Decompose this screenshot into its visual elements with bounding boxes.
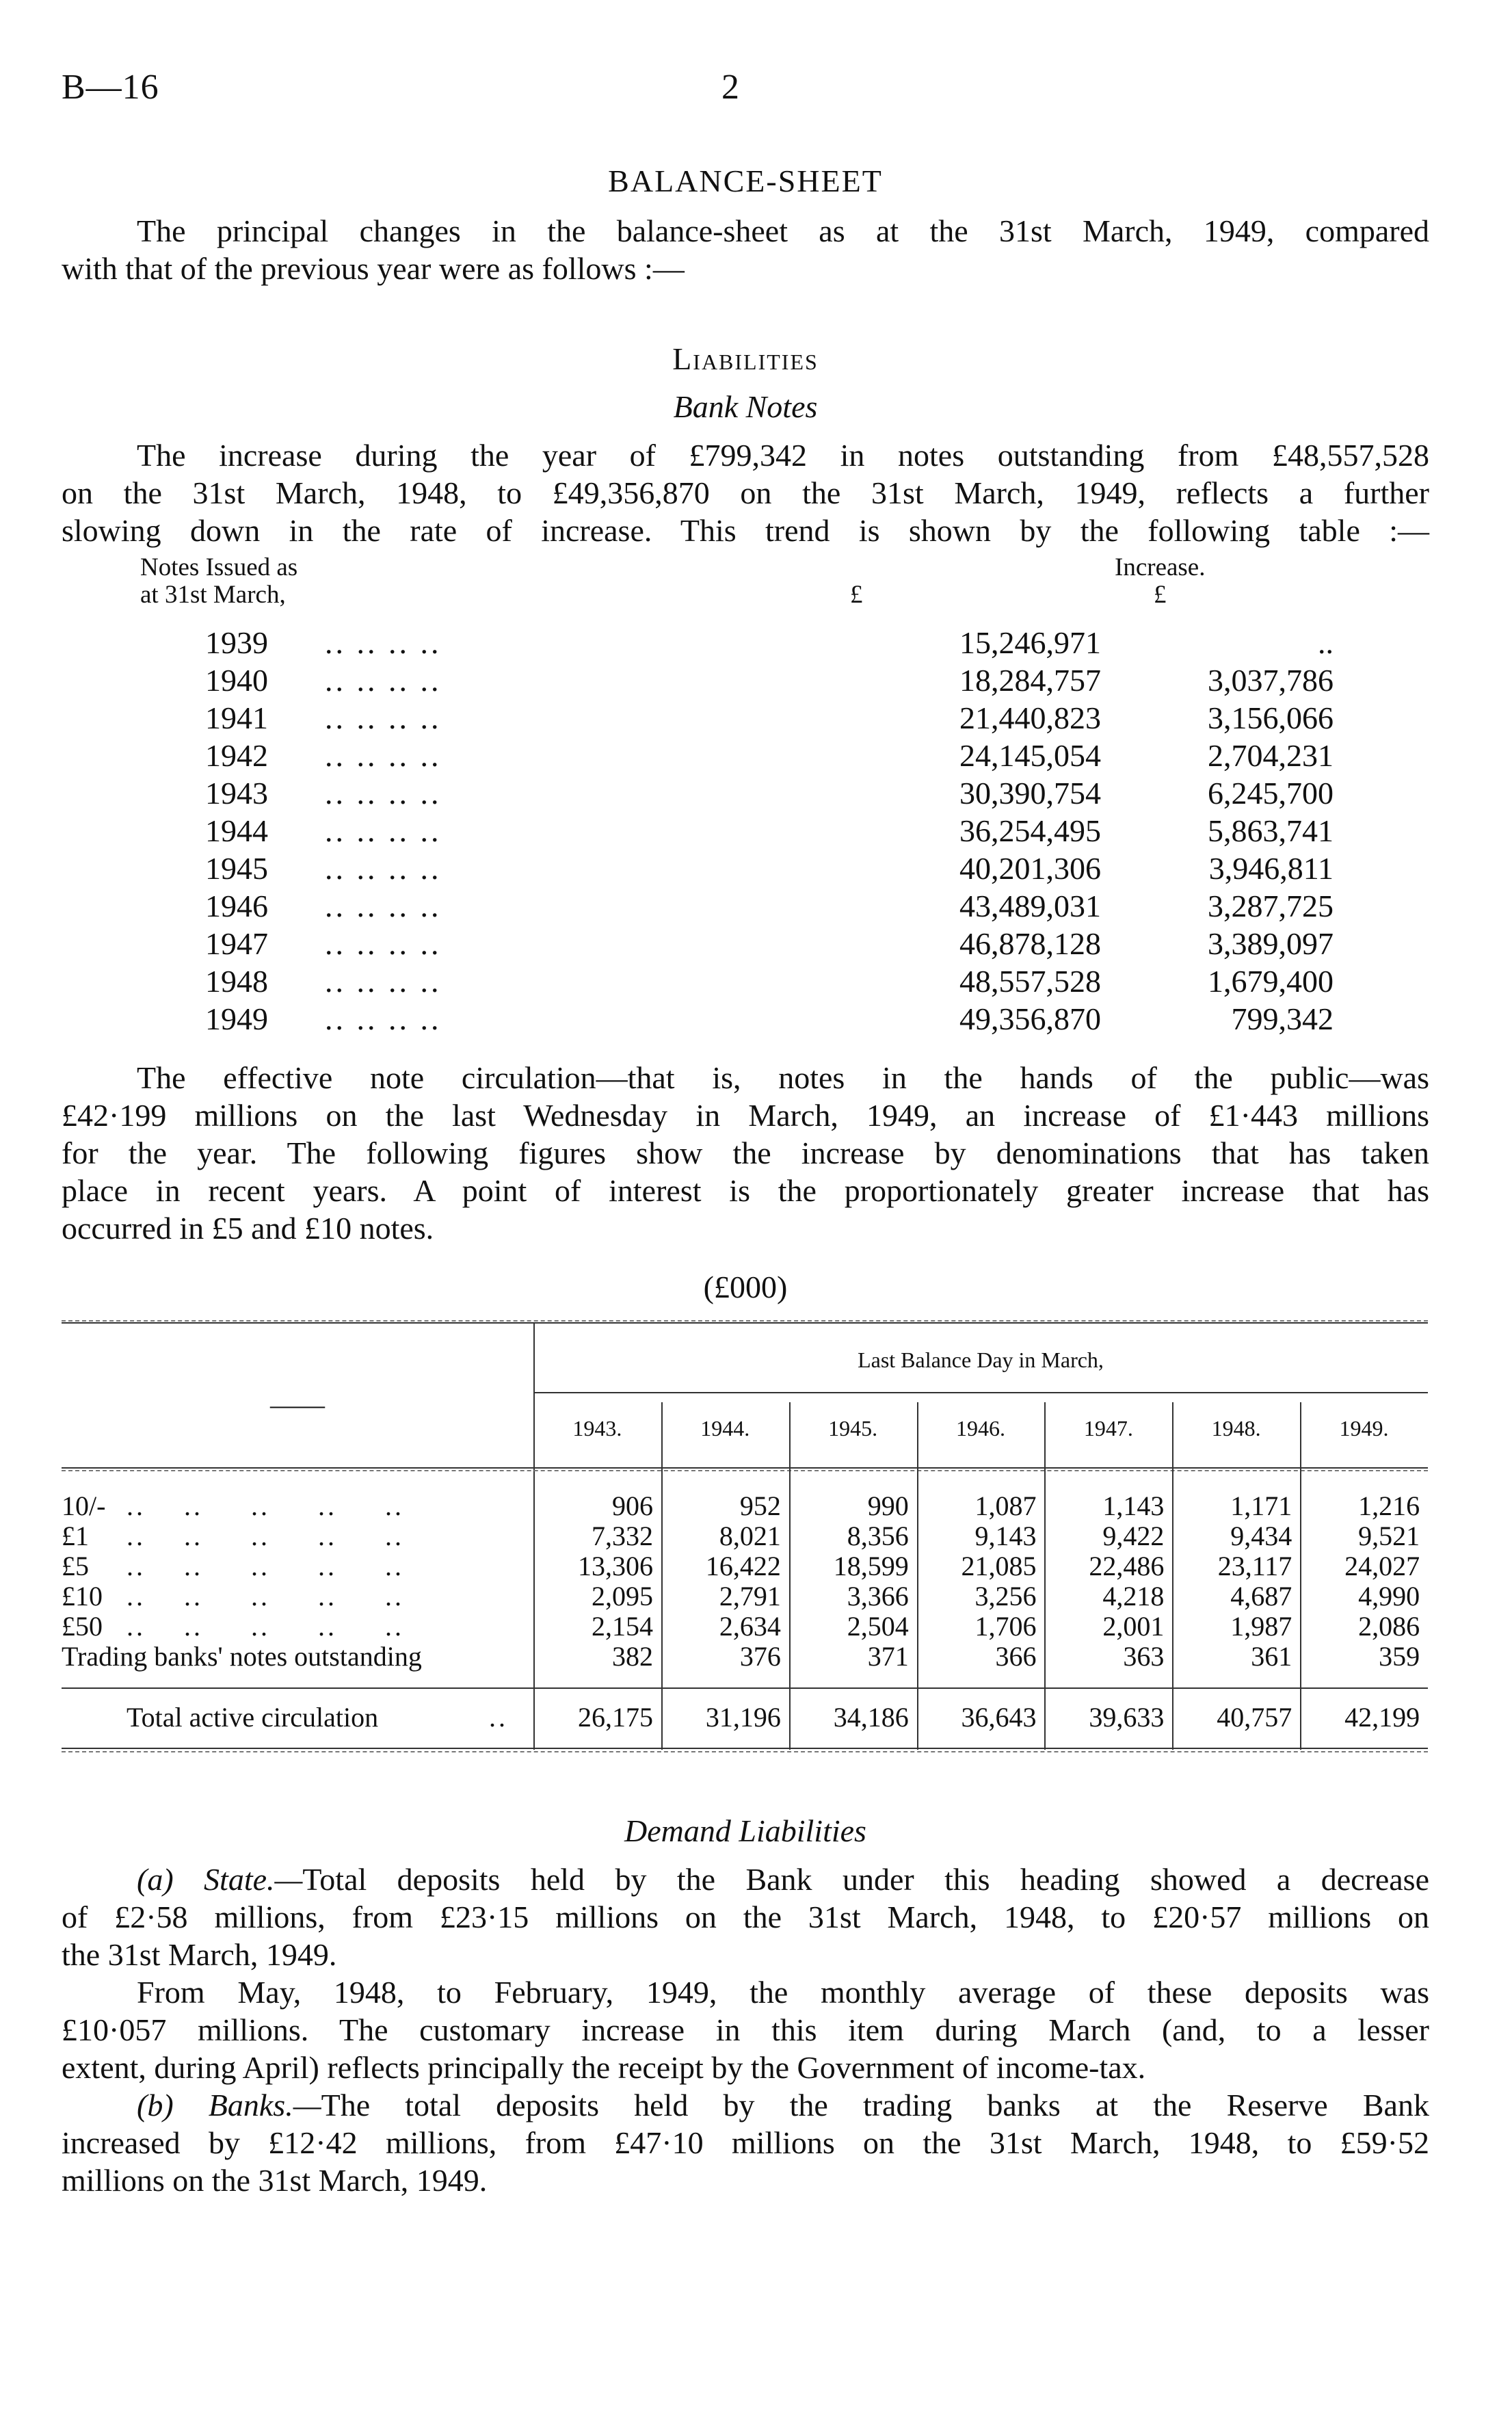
table-rule bbox=[533, 1392, 1428, 1393]
notes-table-row bbox=[205, 813, 1334, 850]
value-cell: 2,504 bbox=[847, 1611, 909, 1642]
value-cell: 8,021 bbox=[719, 1521, 781, 1551]
monthly-paragraph bbox=[62, 1973, 1429, 2086]
value-cell: 9,422 bbox=[1102, 1521, 1165, 1551]
leader-dots: .. .. .. .. bbox=[325, 851, 442, 886]
value-cell: 366 bbox=[995, 1641, 1037, 1672]
table-rule bbox=[62, 1467, 1428, 1469]
year-col-header: 1945. bbox=[828, 1416, 878, 1441]
value-cell: 21,085 bbox=[961, 1551, 1037, 1581]
denomination-row bbox=[62, 1550, 1428, 1580]
amount-cell: 21,440,823 bbox=[959, 700, 1101, 735]
text-line: increased by £12·42 millions, from £47·10 millions on the 31st March, 1948, to £59·52 bbox=[62, 2125, 1429, 2160]
leader-dots: .. .. .. .. .. bbox=[127, 1551, 404, 1581]
leader-dots: .. .. .. .. bbox=[325, 926, 442, 961]
total-value-cell: 34,186 bbox=[833, 1702, 909, 1733]
total-row bbox=[62, 1701, 1428, 1731]
denomination-row bbox=[62, 1610, 1428, 1640]
denomination-row bbox=[62, 1580, 1428, 1610]
amount-cell: 30,390,754 bbox=[959, 776, 1101, 811]
amount-col-header: £ bbox=[850, 581, 863, 609]
leader-dots: .. .. .. .. bbox=[325, 813, 442, 848]
year-cell: 1940 bbox=[205, 663, 268, 698]
value-cell: 24,027 bbox=[1344, 1551, 1420, 1581]
notes-table-row bbox=[205, 662, 1334, 700]
demand-liabilities-heading: Demand Liabilities bbox=[624, 1813, 866, 1848]
banks-lead: (b) Banks.— bbox=[137, 2088, 321, 2123]
text-line: the 31st March, 1949. bbox=[62, 1937, 337, 1972]
value-cell: 7,332 bbox=[592, 1521, 653, 1551]
row-label: £10 bbox=[62, 1581, 103, 1612]
text-line: (a) State.—Total deposits held by the Bank under this heading showed a decrease bbox=[137, 1862, 1429, 1897]
amount-cell: 49,356,870 bbox=[959, 1001, 1101, 1036]
table-unit: (£000) bbox=[703, 1270, 788, 1304]
total-value-cell: 26,175 bbox=[578, 1702, 653, 1733]
state-lead: (a) State.— bbox=[137, 1862, 303, 1897]
value-cell: 8,356 bbox=[847, 1521, 909, 1551]
text-line: slowing down in the rate of increase. This trend is shown by the following table :— bbox=[62, 513, 1429, 548]
leader-dots: .. .. .. .. bbox=[325, 663, 442, 698]
total-label: Total active circulation bbox=[127, 1702, 379, 1733]
value-cell: 1,216 bbox=[1358, 1490, 1420, 1521]
value-cell: 9,434 bbox=[1230, 1521, 1292, 1551]
leader-dots: .. .. .. .. .. bbox=[127, 1521, 404, 1551]
table-rule bbox=[62, 1470, 1428, 1471]
text-line: for the year. The following figures show the increase by denominations that has taken bbox=[62, 1135, 1429, 1170]
document-code: B—16 bbox=[62, 68, 159, 107]
notes-table-row bbox=[205, 625, 1334, 662]
stub-header: —— bbox=[270, 1389, 325, 1420]
year-cell: 1942 bbox=[205, 738, 268, 773]
value-cell: 1,987 bbox=[1230, 1611, 1292, 1642]
text-line: millions on the 31st March, 1949. bbox=[62, 2163, 488, 2198]
row-label: £5 bbox=[62, 1551, 89, 1581]
value-cell: 906 bbox=[612, 1490, 653, 1521]
row-label: £1 bbox=[62, 1521, 89, 1551]
increase-cell: 3,156,066 bbox=[1208, 700, 1334, 735]
text-line: with that of the previous year were as follows :— bbox=[62, 251, 685, 286]
value-cell: 376 bbox=[739, 1641, 781, 1672]
leader-dots: .. bbox=[489, 1702, 508, 1733]
amount-cell: 43,489,031 bbox=[959, 889, 1101, 923]
increase-cell: 3,946,811 bbox=[1208, 851, 1334, 886]
denomination-row bbox=[62, 1520, 1428, 1550]
year-cell: 1943 bbox=[205, 776, 268, 811]
value-cell: 2,001 bbox=[1102, 1611, 1165, 1642]
year-cell: 1941 bbox=[205, 700, 268, 735]
year-col-header: 1948. bbox=[1211, 1416, 1261, 1441]
text-line: The effective note circulation—that is, notes in the hands of the public—was bbox=[137, 1060, 1429, 1095]
text-line: From May, 1948, to February, 1949, the monthly average of these deposits was bbox=[137, 1975, 1429, 2010]
total-value-cell: 39,633 bbox=[1089, 1702, 1165, 1733]
value-cell: 3,256 bbox=[974, 1581, 1037, 1612]
notes-table-row bbox=[205, 737, 1334, 775]
value-cell: 1,143 bbox=[1102, 1490, 1165, 1521]
year-col-header: 1944. bbox=[700, 1416, 750, 1441]
value-cell: 361 bbox=[1251, 1641, 1292, 1672]
value-cell: 2,086 bbox=[1358, 1611, 1420, 1642]
increase-cell: 3,037,786 bbox=[1208, 663, 1334, 698]
notes-table-row bbox=[205, 1001, 1334, 1038]
text-line: extent, during April) reflects principally the receipt by the Government of income-tax. bbox=[62, 2050, 1146, 2085]
text-line: place in recent years. A point of interest is the proportionately greater increase that has bbox=[62, 1173, 1429, 1208]
group-header: Last Balance Day in March, bbox=[858, 1348, 1104, 1372]
denomination-row bbox=[62, 1640, 1428, 1670]
value-cell: 3,366 bbox=[847, 1581, 909, 1612]
year-cell: 1948 bbox=[205, 964, 268, 999]
year-col-header: 1943. bbox=[572, 1416, 622, 1441]
leader-dots: .. .. .. .. bbox=[325, 625, 442, 660]
value-cell: 363 bbox=[1123, 1641, 1165, 1672]
amount-cell: 48,557,528 bbox=[959, 964, 1101, 999]
leader-dots: .. .. .. .. bbox=[325, 776, 442, 811]
notes-table-row bbox=[205, 888, 1334, 925]
liabilities-heading: Liabilities bbox=[672, 341, 819, 376]
year-cell: 1946 bbox=[205, 889, 268, 923]
row-label: 10/- bbox=[62, 1490, 106, 1521]
circulation-paragraph bbox=[62, 1059, 1429, 1247]
notes-table-row bbox=[205, 775, 1334, 813]
value-cell: 2,791 bbox=[719, 1581, 781, 1612]
state-paragraph bbox=[62, 1861, 1429, 1973]
text-line: £42·199 millions on the last Wednesday in March, 1949, an increase of £1·443 millions bbox=[62, 1098, 1429, 1133]
value-cell: 952 bbox=[739, 1490, 781, 1521]
value-cell: 1,087 bbox=[974, 1490, 1037, 1521]
text-line: The increase during the year of £799,342 in notes outstanding from £48,557,528 bbox=[137, 438, 1429, 473]
table-rule bbox=[62, 1320, 1428, 1322]
value-cell: 9,143 bbox=[974, 1521, 1037, 1551]
page-number: 2 bbox=[721, 68, 740, 107]
leader-dots: .. .. .. .. bbox=[325, 1001, 442, 1036]
denomination-row bbox=[62, 1490, 1428, 1520]
text-line: of £2·58 millions, from £23·15 millions on the 31st March, 1948, to £20·57 millions on bbox=[62, 1900, 1429, 1934]
value-cell: 2,154 bbox=[592, 1611, 653, 1642]
text-line: occurred in £5 and £10 notes. bbox=[62, 1211, 434, 1246]
year-col-header: 1949. bbox=[1339, 1416, 1389, 1441]
leader-dots: .. .. .. .. bbox=[325, 889, 442, 923]
value-cell: 9,521 bbox=[1358, 1521, 1420, 1551]
increase-cell: 2,704,231 bbox=[1208, 738, 1334, 773]
section-title: BALANCE-SHEET bbox=[608, 163, 883, 198]
value-cell: 359 bbox=[1379, 1641, 1420, 1672]
increase-cell: 799,342 bbox=[1231, 1001, 1334, 1036]
value-cell: 2,095 bbox=[592, 1581, 653, 1612]
value-cell: 382 bbox=[612, 1641, 653, 1672]
value-cell: 23,117 bbox=[1217, 1551, 1292, 1581]
bank-notes-heading: Bank Notes bbox=[673, 389, 818, 424]
notes-col-header: Notes Issued as at 31st March, bbox=[140, 553, 298, 609]
leader-dots: .. .. .. .. bbox=[325, 700, 442, 735]
year-cell: 1949 bbox=[205, 1001, 268, 1036]
total-value-cell: 36,643 bbox=[961, 1702, 1037, 1733]
notes-table-row bbox=[205, 963, 1334, 1001]
increase-cell: 1,679,400 bbox=[1208, 964, 1334, 999]
intro-paragraph bbox=[62, 212, 1429, 287]
value-cell: 1,171 bbox=[1230, 1490, 1292, 1521]
text-line: on the 31st March, 1948, to £49,356,870 on the 31st March, 1949, reflects a further bbox=[62, 475, 1429, 510]
notes-table-row bbox=[205, 700, 1334, 737]
increase-cell: .. bbox=[1318, 625, 1334, 660]
value-cell: 2,634 bbox=[719, 1611, 781, 1642]
year-cell: 1939 bbox=[205, 625, 268, 660]
leader-dots: .. .. .. .. .. bbox=[127, 1581, 404, 1612]
leader-dots: .. .. .. .. .. bbox=[127, 1611, 404, 1642]
value-cell: 4,687 bbox=[1230, 1581, 1292, 1612]
amount-cell: 15,246,971 bbox=[959, 625, 1101, 660]
amount-cell: 24,145,054 bbox=[959, 738, 1101, 773]
increase-cell: 3,287,725 bbox=[1208, 889, 1334, 923]
notes-table-row bbox=[205, 850, 1334, 888]
value-cell: 990 bbox=[867, 1490, 909, 1521]
table-rule bbox=[62, 1748, 1428, 1749]
amount-cell: 36,254,495 bbox=[959, 813, 1101, 848]
year-col-header: 1946. bbox=[955, 1416, 1005, 1441]
value-cell: 371 bbox=[867, 1641, 909, 1672]
value-cell: 1,706 bbox=[974, 1611, 1037, 1642]
value-cell: 4,218 bbox=[1102, 1581, 1165, 1612]
notes-table-row bbox=[205, 925, 1334, 963]
year-col-header: 1947. bbox=[1083, 1416, 1133, 1441]
amount-cell: 40,201,306 bbox=[959, 851, 1101, 886]
value-cell: 4,990 bbox=[1358, 1581, 1420, 1612]
total-value-cell: 40,757 bbox=[1217, 1702, 1292, 1733]
increase-cell: 6,245,700 bbox=[1208, 776, 1334, 811]
bank-notes-paragraph bbox=[62, 436, 1429, 549]
text-line: £10·057 millions. The customary increase in this item during March (and, to a lesser bbox=[62, 2012, 1429, 2047]
increase-cell: 3,389,097 bbox=[1208, 926, 1334, 961]
table-rule bbox=[62, 1751, 1428, 1752]
leader-dots: .. .. .. .. bbox=[325, 964, 442, 999]
text-line: (b) Banks.—The total deposits held by the trading banks at the Reserve Bank bbox=[137, 2088, 1429, 2123]
value-cell: 16,422 bbox=[705, 1551, 781, 1581]
total-value-cell: 31,196 bbox=[705, 1702, 781, 1733]
banks-paragraph bbox=[62, 2086, 1429, 2199]
row-label: £50 bbox=[62, 1611, 103, 1642]
leader-dots: .. .. .. .. bbox=[325, 738, 442, 773]
table-rule bbox=[62, 1322, 1428, 1324]
year-cell: 1944 bbox=[205, 813, 268, 848]
value-cell: 22,486 bbox=[1089, 1551, 1165, 1581]
increase-cell: 5,863,741 bbox=[1208, 813, 1334, 848]
row-label: Trading banks' notes outstanding bbox=[62, 1641, 422, 1672]
text-line: The principal changes in the balance-sheet as at the 31st March, 1949, compared bbox=[137, 213, 1429, 248]
increase-col-header: Increase. £ bbox=[1115, 553, 1206, 609]
value-cell: 18,599 bbox=[833, 1551, 909, 1581]
value-cell: 13,306 bbox=[578, 1551, 653, 1581]
total-value-cell: 42,199 bbox=[1344, 1702, 1420, 1733]
year-cell: 1947 bbox=[205, 926, 268, 961]
year-cell: 1945 bbox=[205, 851, 268, 886]
denomination-table bbox=[62, 1320, 1428, 1772]
leader-dots: .. .. .. .. .. bbox=[127, 1490, 404, 1521]
amount-cell: 46,878,128 bbox=[959, 926, 1101, 961]
amount-cell: 18,284,757 bbox=[959, 663, 1101, 698]
table-rule bbox=[62, 1687, 1428, 1689]
